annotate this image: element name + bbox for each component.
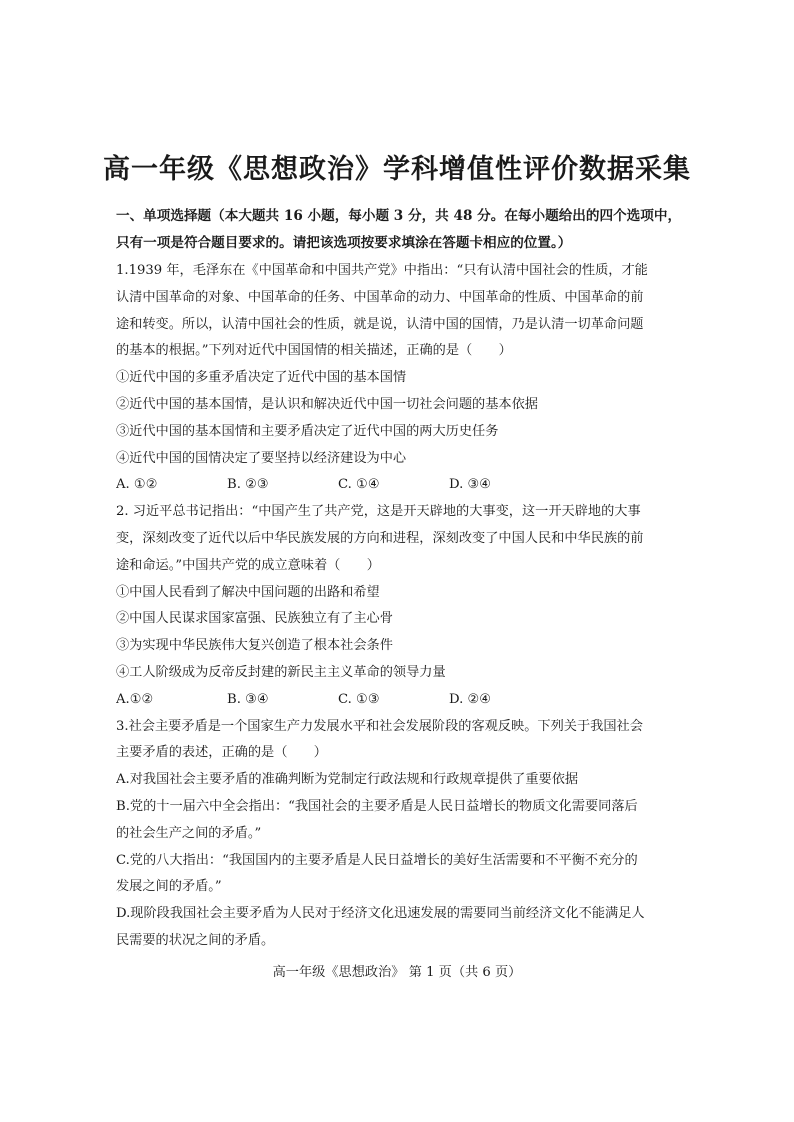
question-stem-line: 主要矛盾的表述，正确的是（ ） [116,745,327,761]
statement-item: ④工人阶级成为反帝反封建的新民主主义革命的领导力量 [116,664,446,680]
answer-option-a: A. ①② [116,477,158,493]
questions-body [116,258,686,955]
answer-options [116,472,686,499]
statement-item: ④近代中国的国情决定了要坚持以经济建设为中心 [116,450,407,466]
answer-choice-line: D.现阶段我国社会主要矛盾为人民对于经济文化迅速发展的需要同当前经济文化不能满足人 [116,906,645,922]
section-heading-line: 一、单项选择题（本大题共 16 小题，每小题 3 分，共 48 分。在每小题给出的四个选项中， [116,208,682,224]
answer-choice-line: 民需要的状况之间的矛盾。 [116,932,275,948]
question-stem-line: 途和转变。所以，认清中国社会的性质，就是说，认清中国的国情，乃是认清一切革命问题 [116,316,644,332]
statement-item: ②近代中国的基本国情，是认识和解决近代中国一切社会问题的基本依据 [116,396,538,412]
question-stem-line: 的基本的根据。”下列对近代中国国情的相关描述，正确的是（ ） [116,343,512,359]
answer-options [116,687,686,714]
question-stem-line: 认清中国革命的对象、中国革命的任务、中国革命的动力、中国革命的性质、中国革命的前 [116,289,644,305]
question-1 [116,258,686,499]
statement-item: ①中国人民看到了解决中国问题的出路和希望 [116,584,380,600]
page-title: 高一年级《思想政治》学科增值性评价数据采集 [103,154,691,185]
answer-option-d: D. ③④ [449,477,492,493]
question-stem-line: 途和命运。”中国共产党的成立意味着（ ） [116,557,380,573]
question-stem-line: 变，深刻改变了近代以后中华民族发展的方向和进程，深刻改变了中国人民和中华民族的前 [116,530,644,546]
page-footer: 高一年级《思想政治》 第 1 页（共 6 页） [272,965,522,980]
question-stem-line: 1.1939 年，毛泽东在《中国革命和中国共产党》中指出：“只有认清中国社会的性质，才能 [116,263,648,278]
question-2 [116,499,686,713]
section-heading-line: 只有一项是符合题目要求的。请把该选项按要求填涂在答题卡相应的位置。） [116,235,572,251]
question-3 [116,714,686,955]
statement-item: ③为实现中华民族伟大复兴创造了根本社会条件 [116,638,393,654]
statement-item: ①近代中国的多重矛盾决定了近代中国的基本国情 [116,370,407,386]
answer-choice-line: 的社会生产之间的矛盾。” [116,825,262,841]
answer-choice-line: 发展之间的矛盾。” [116,879,222,895]
question-stem-line: 2. 习近平总书记指出：“中国产生了共产党，这是开天辟地的大事变，这一开天辟地的大事 [116,504,641,520]
answer-option-d: D. ②④ [449,691,492,707]
statement-item: ②中国人民谋求国家富强、民族独立有了主心骨 [116,611,393,627]
answer-option-b: B. ②③ [227,477,269,493]
question-stem-line: 3.社会主要矛盾是一个国家生产力发展水平和社会发展阶段的客观反映。下列关于我国社会 [116,718,643,734]
answer-option-c: C. ①③ [338,691,380,707]
statement-item: ③近代中国的基本国情和主要矛盾决定了近代中国的两大历史任务 [116,423,499,439]
answer-option-a: A.①② [116,691,154,707]
section-instructions [116,203,686,257]
answer-option-b: B. ③④ [227,691,269,707]
answer-choice-line: A.对我国社会主要矛盾的准确判断为党制定行政法规和行政规章提供了重要依据 [116,772,579,788]
answer-choice-line: C.党的八大指出：“我国国内的主要矛盾是人民日益增长的美好生活需要和不平衡不充分的 [116,852,638,868]
answer-choice-line: B.党的十一届六中全会指出：“我国社会的主要矛盾是人民日益增长的物质文化需要同落后 [116,798,638,814]
answer-option-c: C. ①④ [338,477,380,493]
